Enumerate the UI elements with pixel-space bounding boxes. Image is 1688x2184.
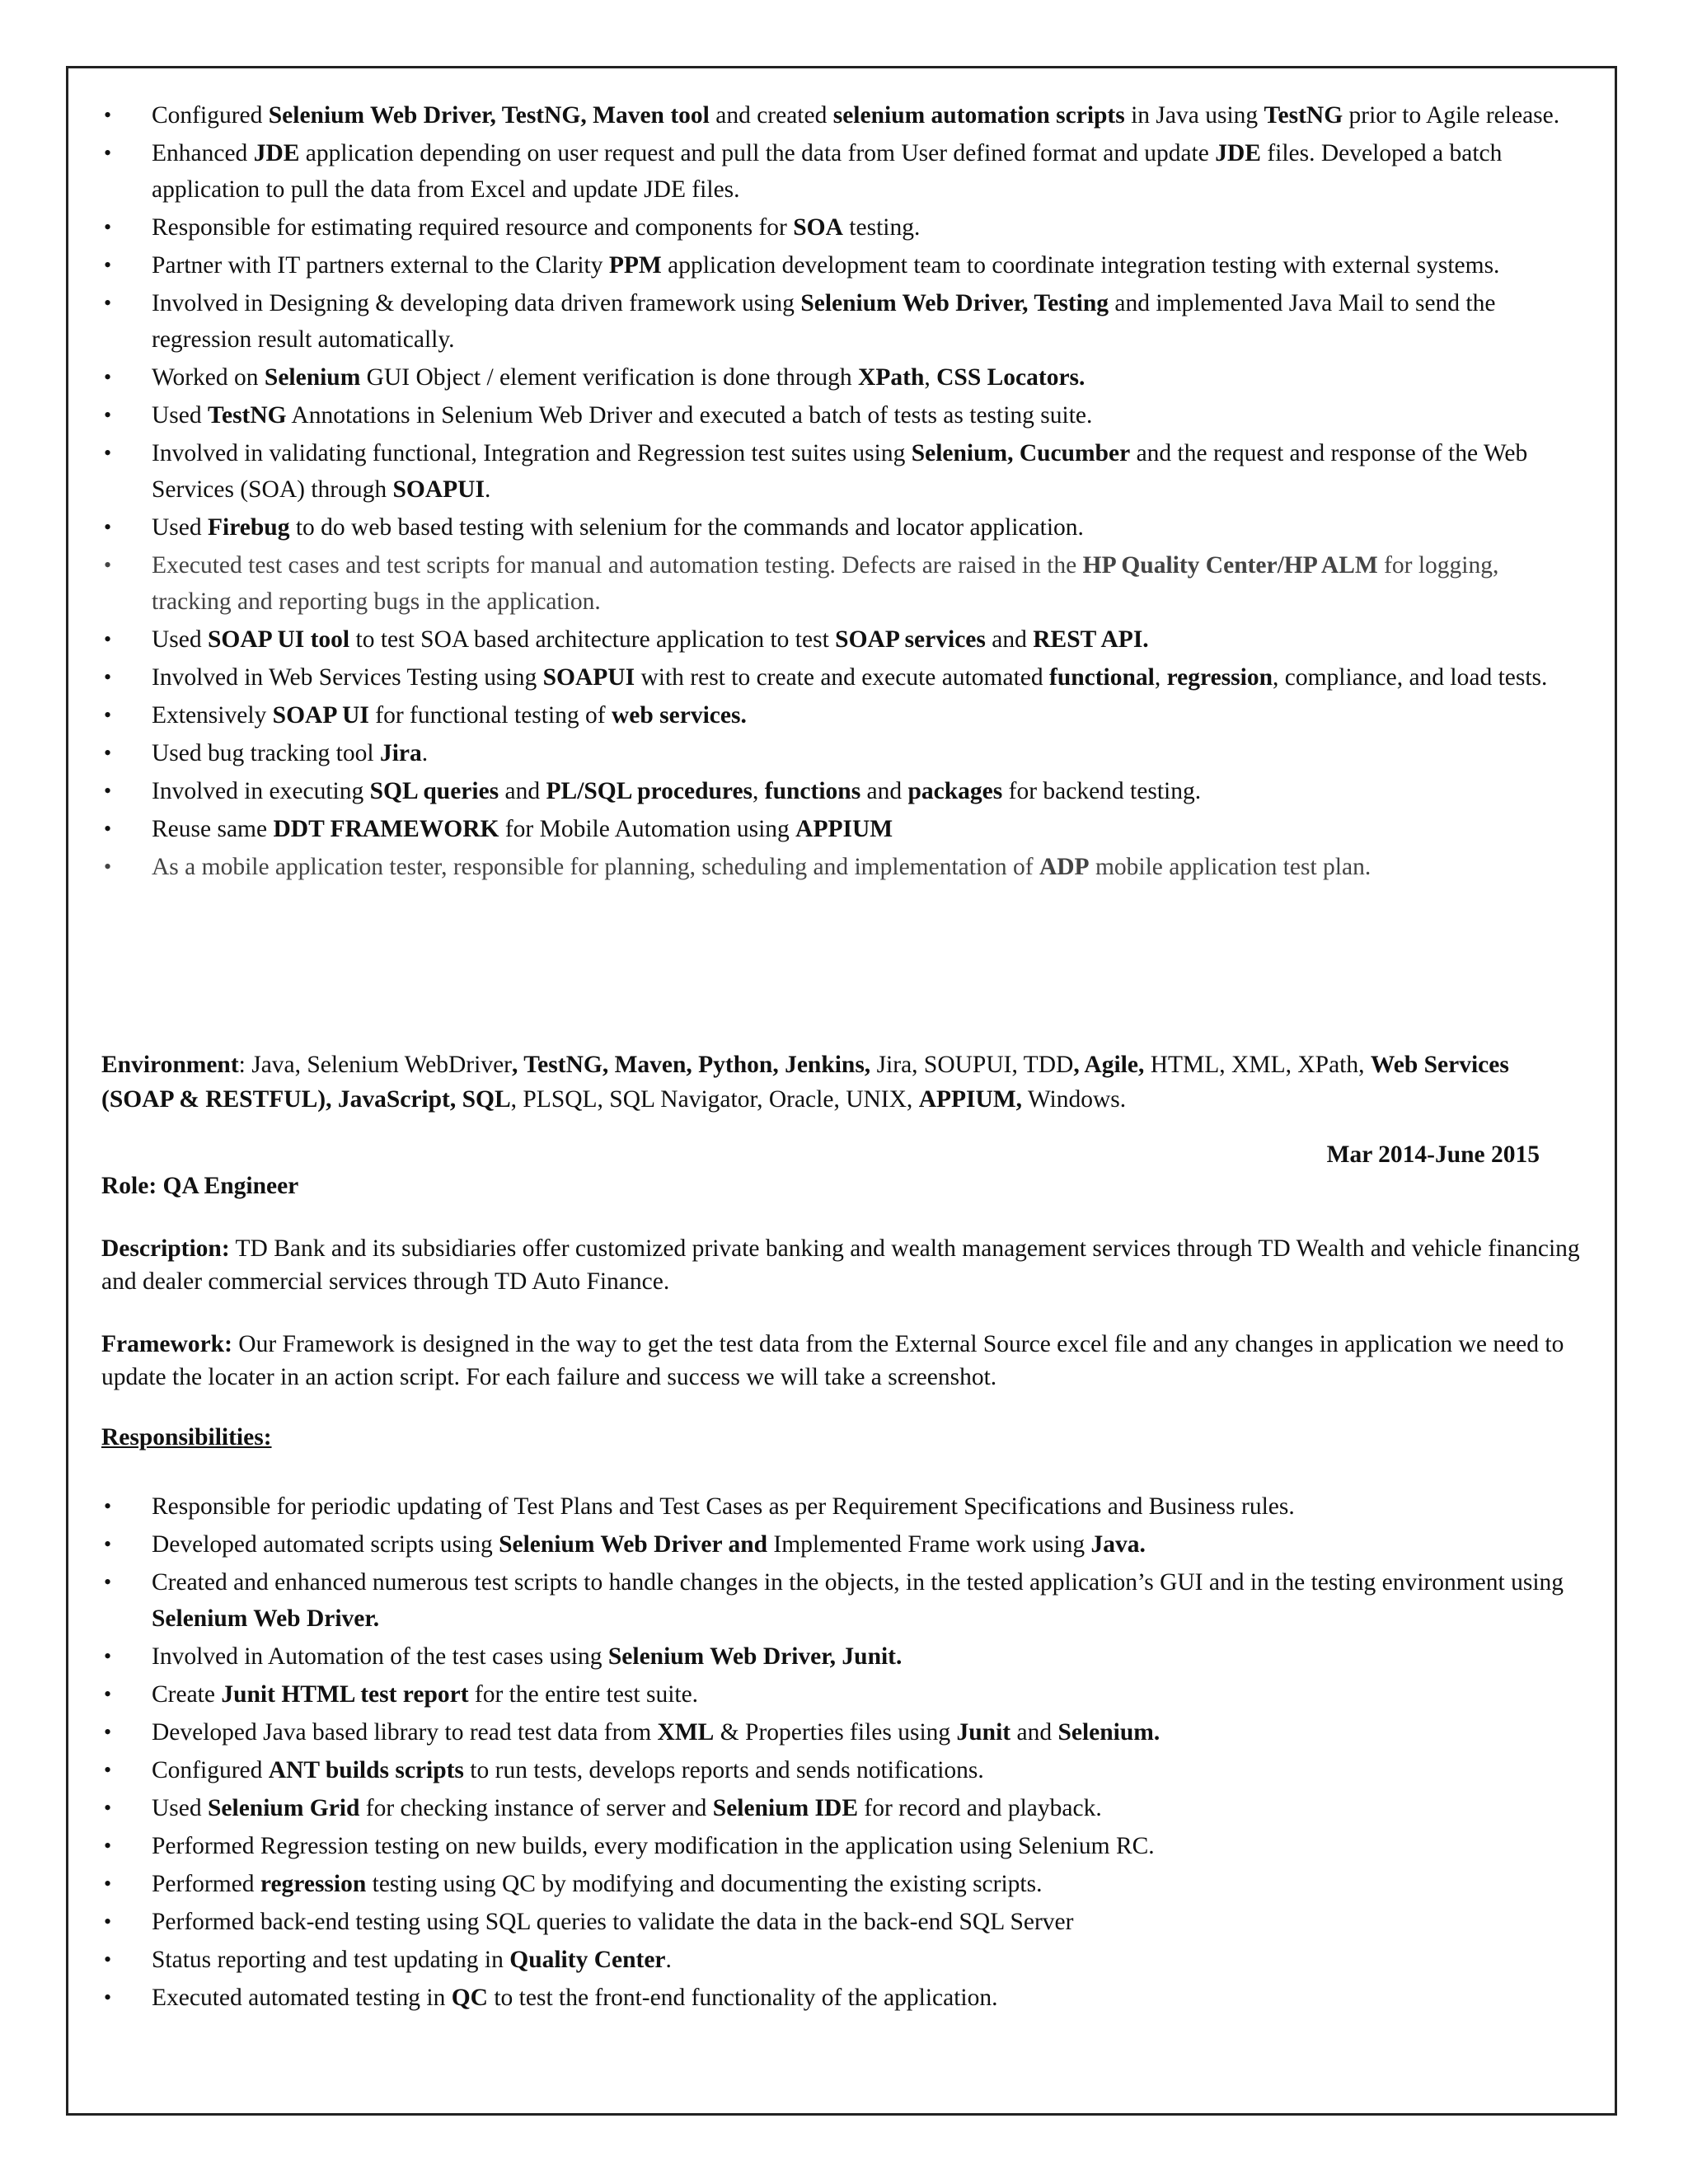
list-item bbox=[68, 135, 1615, 208]
list-item bbox=[68, 547, 1615, 620]
bold-text: SQL queries bbox=[369, 778, 499, 804]
list-item bbox=[68, 1676, 1615, 1713]
bold-text: regression bbox=[1166, 664, 1273, 691]
text: Enhanced bbox=[152, 140, 254, 166]
text: Involved in validating functional, Integration and Regression test suites using bbox=[152, 440, 912, 466]
list-item bbox=[68, 359, 1615, 396]
text: Status reporting and test updating in bbox=[152, 1947, 510, 1973]
list-item bbox=[68, 1904, 1615, 1940]
environment-section bbox=[101, 1047, 1582, 1117]
bold-text: XPath bbox=[858, 364, 925, 391]
bold-text: Junit HTML test report bbox=[221, 1681, 469, 1708]
text: Executed automated testing in bbox=[152, 1985, 452, 2011]
text: and bbox=[499, 778, 546, 804]
list-item bbox=[68, 1638, 1615, 1675]
text: application development team to coordinate integration testing with external systems. bbox=[661, 252, 1500, 279]
experience-bullet-list bbox=[68, 97, 1615, 887]
text: and bbox=[1010, 1719, 1058, 1746]
text: As a mobile application tester, responsible for planning, scheduling and implementation of bbox=[152, 854, 1039, 880]
bold-text: HP Quality Center/HP ALM bbox=[1082, 552, 1378, 579]
text: and bbox=[860, 778, 908, 804]
list-item bbox=[68, 1828, 1615, 1864]
text: for record and playback. bbox=[858, 1795, 1102, 1821]
text: Developed automated scripts using bbox=[152, 1531, 499, 1558]
responsibilities-bullet-list bbox=[68, 1488, 1615, 2018]
text: Reuse same bbox=[152, 816, 274, 842]
bold-text: CSS Locators. bbox=[936, 364, 1085, 391]
text: for functional testing of bbox=[368, 702, 612, 729]
text: , bbox=[753, 778, 765, 804]
text: Configured bbox=[152, 1757, 269, 1783]
list-item bbox=[68, 97, 1615, 134]
text: files. Developed a batch application to pull the data from Excel and update JDE files. bbox=[152, 140, 1503, 203]
bold-text: Environment bbox=[101, 1052, 239, 1078]
text: with rest to create and execute automated bbox=[635, 664, 1049, 691]
text: Configured bbox=[152, 102, 269, 129]
bold-text: TestNG bbox=[1264, 102, 1343, 129]
list-item bbox=[68, 1564, 1615, 1637]
list-item bbox=[68, 773, 1615, 809]
bold-text: PPM bbox=[608, 252, 662, 279]
bold-text: SOAPUI bbox=[392, 476, 485, 503]
text: to test the front-end functionality of the application. bbox=[487, 1985, 998, 2011]
list-item bbox=[68, 1942, 1615, 1978]
bold-text: functions bbox=[764, 778, 861, 804]
description-label: Description: bbox=[101, 1235, 230, 1262]
bold-text: Selenium Web Driver and bbox=[499, 1531, 768, 1558]
text: Used bug tracking tool bbox=[152, 740, 380, 766]
responsibilities-heading: Responsibilities: bbox=[101, 1424, 272, 1451]
list-item bbox=[68, 1752, 1615, 1788]
bold-text: Selenium Web Driver. bbox=[152, 1605, 380, 1632]
list-item bbox=[68, 509, 1615, 546]
bold-text: REST API. bbox=[1033, 626, 1149, 653]
list-item bbox=[68, 621, 1615, 658]
text: Performed Regression testing on new builds, every modification in the application using Selenium RC. bbox=[152, 1833, 1155, 1859]
text: for the entire test suite. bbox=[468, 1681, 699, 1708]
bold-text: SOAP services bbox=[835, 626, 986, 653]
text: Used bbox=[152, 1795, 209, 1821]
framework-label: Framework: bbox=[101, 1331, 232, 1357]
bold-text: packages bbox=[907, 778, 1003, 804]
bold-text: SOAP UI bbox=[272, 702, 369, 729]
text: and the request and response of the Web Services (SOA) through bbox=[152, 440, 1528, 503]
text: application depending on user request and pull the data from User defined format and update bbox=[299, 140, 1216, 166]
bold-text: Selenium, Cucumber bbox=[911, 440, 1131, 466]
text: Responsible for estimating required resource and components for bbox=[152, 214, 794, 241]
list-item bbox=[68, 435, 1615, 508]
bold-text: Selenium IDE bbox=[712, 1795, 859, 1821]
text: Performed bbox=[152, 1871, 260, 1897]
list-item bbox=[68, 397, 1615, 434]
text: Involved in Designing & developing data driven framework using bbox=[152, 290, 801, 316]
text: Involved in Web Services Testing using bbox=[152, 664, 543, 691]
bold-text: Selenium bbox=[264, 364, 361, 391]
text: Involved in executing bbox=[152, 778, 370, 804]
bold-text: Firebug bbox=[208, 514, 290, 541]
text: , bbox=[1154, 664, 1167, 691]
bold-text: web services. bbox=[611, 702, 747, 729]
text: Partner with IT partners external to the Clarity bbox=[152, 252, 609, 279]
text: Involved in Automation of the test cases using bbox=[152, 1643, 608, 1670]
list-item bbox=[68, 285, 1615, 358]
text: and implemented Java Mail to send the regression result automatically. bbox=[152, 290, 1496, 353]
text: to do web based testing with selenium for the commands and locator application. bbox=[289, 514, 1084, 541]
bold-text: ADP bbox=[1039, 854, 1090, 880]
job-date-range: Mar 2014-June 2015 bbox=[1326, 1141, 1540, 1168]
text: Used bbox=[152, 514, 209, 541]
bold-text: regression bbox=[260, 1871, 367, 1897]
bold-text: SOAP UI tool bbox=[208, 626, 350, 653]
text: : Java, Selenium WebDriver bbox=[238, 1052, 512, 1078]
list-item bbox=[68, 735, 1615, 771]
bold-text: SOA bbox=[793, 214, 843, 241]
text: for Mobile Automation using bbox=[499, 816, 796, 842]
text: Performed back-end testing using SQL queries to validate the data in the back-end SQL Server bbox=[152, 1909, 1074, 1935]
bold-text: Selenium Grid bbox=[208, 1795, 360, 1821]
text: . bbox=[421, 740, 429, 766]
text: testing using QC by modifying and documenting the existing scripts. bbox=[366, 1871, 1043, 1897]
framework-text: Our Framework is designed in the way to get the test data from the External Source excel file and any changes in application we need to update the locater in an action script. For each failure and success we will take a screenshot. bbox=[101, 1331, 1564, 1390]
bold-text: APPIUM bbox=[795, 816, 893, 842]
list-item bbox=[68, 1980, 1615, 2016]
text: for checking instance of server and bbox=[359, 1795, 713, 1821]
bold-text: SOAPUI bbox=[542, 664, 635, 691]
bold-text: Quality Center bbox=[509, 1947, 666, 1973]
text: , compliance, and load tests. bbox=[1272, 664, 1548, 691]
text: Create bbox=[152, 1681, 222, 1708]
bold-text: JDE bbox=[253, 140, 300, 166]
list-item bbox=[68, 1526, 1615, 1563]
text: Extensively bbox=[152, 702, 273, 729]
bold-text: TestNG bbox=[208, 402, 287, 429]
text: and bbox=[985, 626, 1034, 653]
list-item bbox=[68, 811, 1615, 847]
text: Used bbox=[152, 626, 209, 653]
list-item bbox=[68, 1488, 1615, 1525]
job-description bbox=[101, 1232, 1582, 1298]
list-item bbox=[68, 849, 1615, 885]
text: . bbox=[665, 1947, 672, 1973]
text: , PLSQL, SQL Navigator, Oracle, UNIX, bbox=[510, 1086, 919, 1113]
bold-text: Selenium. bbox=[1057, 1719, 1160, 1746]
bold-text: selenium automation scripts bbox=[832, 102, 1125, 129]
text: Used bbox=[152, 402, 209, 429]
bold-text: ANT builds scripts bbox=[268, 1757, 464, 1783]
text: Developed Java based library to read test data from bbox=[152, 1719, 658, 1746]
text: HTML, XML, XPath, bbox=[1144, 1052, 1371, 1078]
list-item bbox=[68, 1866, 1615, 1902]
list-item bbox=[68, 209, 1615, 246]
bold-text: Selenium Web Driver, Testing bbox=[800, 290, 1109, 316]
text: Responsible for periodic updating of Test Plans and Test Cases as per Requirement Specifications and Business rules. bbox=[152, 1493, 1295, 1520]
bold-text: DDT FRAMEWORK bbox=[273, 816, 499, 842]
bold-text: Selenium Web Driver, Junit. bbox=[607, 1643, 903, 1670]
bold-text: Java. bbox=[1090, 1531, 1146, 1558]
text: Created and enhanced numerous test scripts to handle changes in the objects, in the tested application’s GUI and in the testing environment using bbox=[152, 1569, 1564, 1596]
bold-text: , Agile, bbox=[1073, 1052, 1145, 1078]
text: GUI Object / element verification is done through bbox=[360, 364, 859, 391]
job-role: Role: QA Engineer bbox=[101, 1173, 299, 1199]
bold-text: Junit bbox=[956, 1719, 1011, 1746]
text: Annotations in Selenium Web Driver and executed a batch of tests as testing suite. bbox=[286, 402, 1093, 429]
bold-text: Web Services (SOAP & RESTFUL), JavaScript, SQL bbox=[101, 1052, 1509, 1113]
bold-text: JDE bbox=[1215, 140, 1261, 166]
text: Executed test cases and test scripts for manual and automation testing. Defects are raised in the bbox=[152, 552, 1083, 579]
text: to run tests, develops reports and sends notifications. bbox=[463, 1757, 984, 1783]
bold-text: QC bbox=[451, 1985, 488, 2011]
list-item bbox=[68, 1790, 1615, 1826]
text: & Properties files using bbox=[714, 1719, 957, 1746]
list-item bbox=[68, 659, 1615, 696]
text: Jira, SOUPUI, TDD bbox=[870, 1052, 1074, 1078]
job-framework bbox=[101, 1328, 1582, 1394]
text: Worked on bbox=[152, 364, 265, 391]
text: . bbox=[484, 476, 491, 503]
text: to test SOA based architecture application to test bbox=[349, 626, 836, 653]
bold-text: Jira bbox=[379, 740, 422, 766]
bold-text: APPIUM, bbox=[918, 1086, 1023, 1113]
text: testing. bbox=[842, 214, 921, 241]
bold-text: PL/SQL procedures bbox=[546, 778, 753, 804]
text: , bbox=[924, 364, 937, 391]
resume-page-frame bbox=[66, 66, 1617, 2116]
list-item bbox=[68, 247, 1615, 284]
text: for backend testing. bbox=[1002, 778, 1202, 804]
bold-text: , TestNG, Maven, Python, Jenkins, bbox=[511, 1052, 871, 1078]
text: Windows. bbox=[1022, 1086, 1127, 1113]
description-text: TD Bank and its subsidiaries offer customized private banking and wealth management services through TD Wealth and vehicle financing and dealer commercial services through TD Auto Finance. bbox=[101, 1235, 1580, 1295]
text: for logging, tracking and reporting bugs in the application. bbox=[152, 552, 1499, 615]
text: mobile application test plan. bbox=[1089, 854, 1372, 880]
bold-text: XML bbox=[657, 1719, 715, 1746]
list-item bbox=[68, 697, 1615, 733]
text: Implemented Frame work using bbox=[767, 1531, 1091, 1558]
text: prior to Agile release. bbox=[1343, 102, 1560, 129]
bold-text: functional bbox=[1049, 664, 1155, 691]
list-item bbox=[68, 1714, 1615, 1750]
text: and created bbox=[709, 102, 833, 129]
bold-text: Selenium Web Driver, TestNG, Maven tool bbox=[268, 102, 710, 129]
text: in Java using bbox=[1124, 102, 1264, 129]
